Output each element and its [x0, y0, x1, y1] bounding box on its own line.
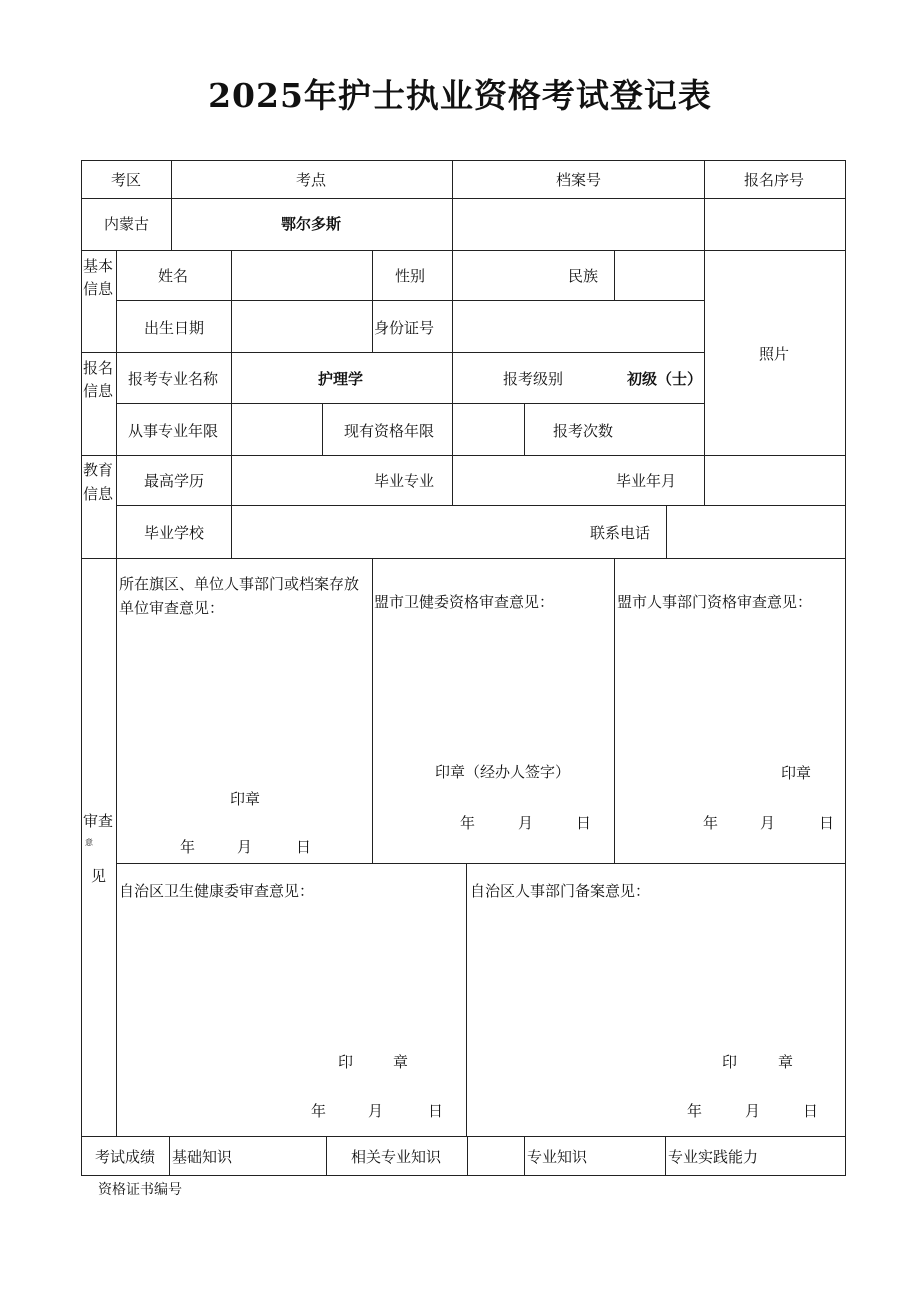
basic-section-label-2: 信息: [83, 280, 114, 298]
highest-degree-label: 最高学历: [144, 472, 205, 490]
review-label-bottom: 见: [91, 867, 107, 885]
seal-yin-5: 印: [722, 1053, 738, 1071]
date-day-2: 日: [576, 814, 592, 832]
date-month-4: 月: [368, 1102, 384, 1120]
attempts-label: 报考次数: [553, 422, 614, 440]
kaodian-value: 鄂尔多斯: [281, 215, 342, 233]
date-month-1: 月: [237, 838, 253, 856]
level-value: 初级（士）: [627, 370, 703, 388]
years-label: 从事专业年限: [128, 422, 219, 440]
banner-opinion-label: 所在旗区、单位人事部门或档案存放单位审查意见：: [119, 575, 360, 617]
photo-label: 照片: [759, 345, 790, 363]
date-day-1: 日: [296, 838, 312, 856]
header-kaodian-label: 考点: [296, 171, 327, 189]
education-section-label-1: 教育: [83, 461, 114, 479]
date-month-3: 月: [760, 814, 776, 832]
date-day-4: 日: [428, 1102, 444, 1120]
registration-section-label-2: 信息: [83, 382, 114, 400]
seal-label-1: 印章: [230, 790, 261, 808]
phone-label: 联系电话: [590, 524, 651, 542]
region-health-opinion-label: 自治区卫生健康委审查意见：: [119, 882, 315, 900]
league-hr-opinion-label: 盟市人事部门资格审查意见：: [617, 593, 813, 611]
date-year-5: 年: [687, 1102, 703, 1120]
grad-date-label: 毕业年月: [616, 472, 677, 490]
registration-section-label-1: 报名: [83, 359, 114, 377]
header-baomingxuhao-label: 报名序号: [744, 171, 805, 189]
date-day-3: 日: [819, 814, 835, 832]
score-related-label: 相关专业知识: [351, 1148, 442, 1166]
league-health-opinion-label: 盟市卫健委资格审查意见：: [374, 593, 555, 611]
education-section-label-2: 信息: [83, 485, 114, 503]
school-label: 毕业学校: [144, 524, 205, 542]
date-month-5: 月: [745, 1102, 761, 1120]
date-year-1: 年: [180, 838, 196, 856]
grad-major-label: 毕业专业: [374, 472, 435, 490]
date-month-2: 月: [518, 814, 534, 832]
certificate-number-label: 资格证书编号: [98, 1182, 182, 1198]
major-value: 护理学: [318, 370, 364, 388]
date-year-2: 年: [460, 814, 476, 832]
page-title: 2025年护士执业资格考试登记表: [208, 76, 712, 115]
date-year-3: 年: [703, 814, 719, 832]
level-label: 报考级别: [503, 370, 564, 388]
gender-label: 性别: [395, 267, 426, 285]
seal-zhang-5: 章: [778, 1053, 794, 1071]
seal-zhang-4: 章: [393, 1053, 409, 1071]
seal-label-3: 印章: [781, 764, 812, 782]
region-hr-opinion-label: 自治区人事部门备案意见：: [470, 882, 651, 900]
ethnicity-label: 民族: [568, 267, 599, 285]
score-basic-label: 基础知识: [172, 1148, 233, 1166]
basic-section-label-1: 基本: [83, 257, 114, 275]
date-day-5: 日: [803, 1102, 819, 1120]
kaoqu-value: 内蒙古: [104, 215, 150, 233]
scores-label: 考试成绩: [95, 1148, 156, 1166]
review-label-mid: 意: [85, 838, 93, 847]
score-professional-label: 专业知识: [527, 1148, 588, 1166]
header-kaoqu-label: 考区: [111, 171, 142, 189]
review-label-top: 审查: [83, 812, 114, 830]
name-label: 姓名: [158, 267, 189, 285]
major-label: 报考专业名称: [128, 370, 219, 388]
birth-label: 出生日期: [144, 319, 205, 337]
score-practice-label: 专业实践能力: [668, 1148, 759, 1166]
qual-years-label: 现有资格年限: [344, 422, 435, 440]
header-danganhao-label: 档案号: [556, 171, 602, 189]
seal-yin-4: 印: [338, 1053, 354, 1071]
idno-label: 身份证号: [374, 319, 435, 337]
date-year-4: 年: [311, 1102, 327, 1120]
seal-signer-label: 印章（经办人签字）: [435, 763, 571, 781]
